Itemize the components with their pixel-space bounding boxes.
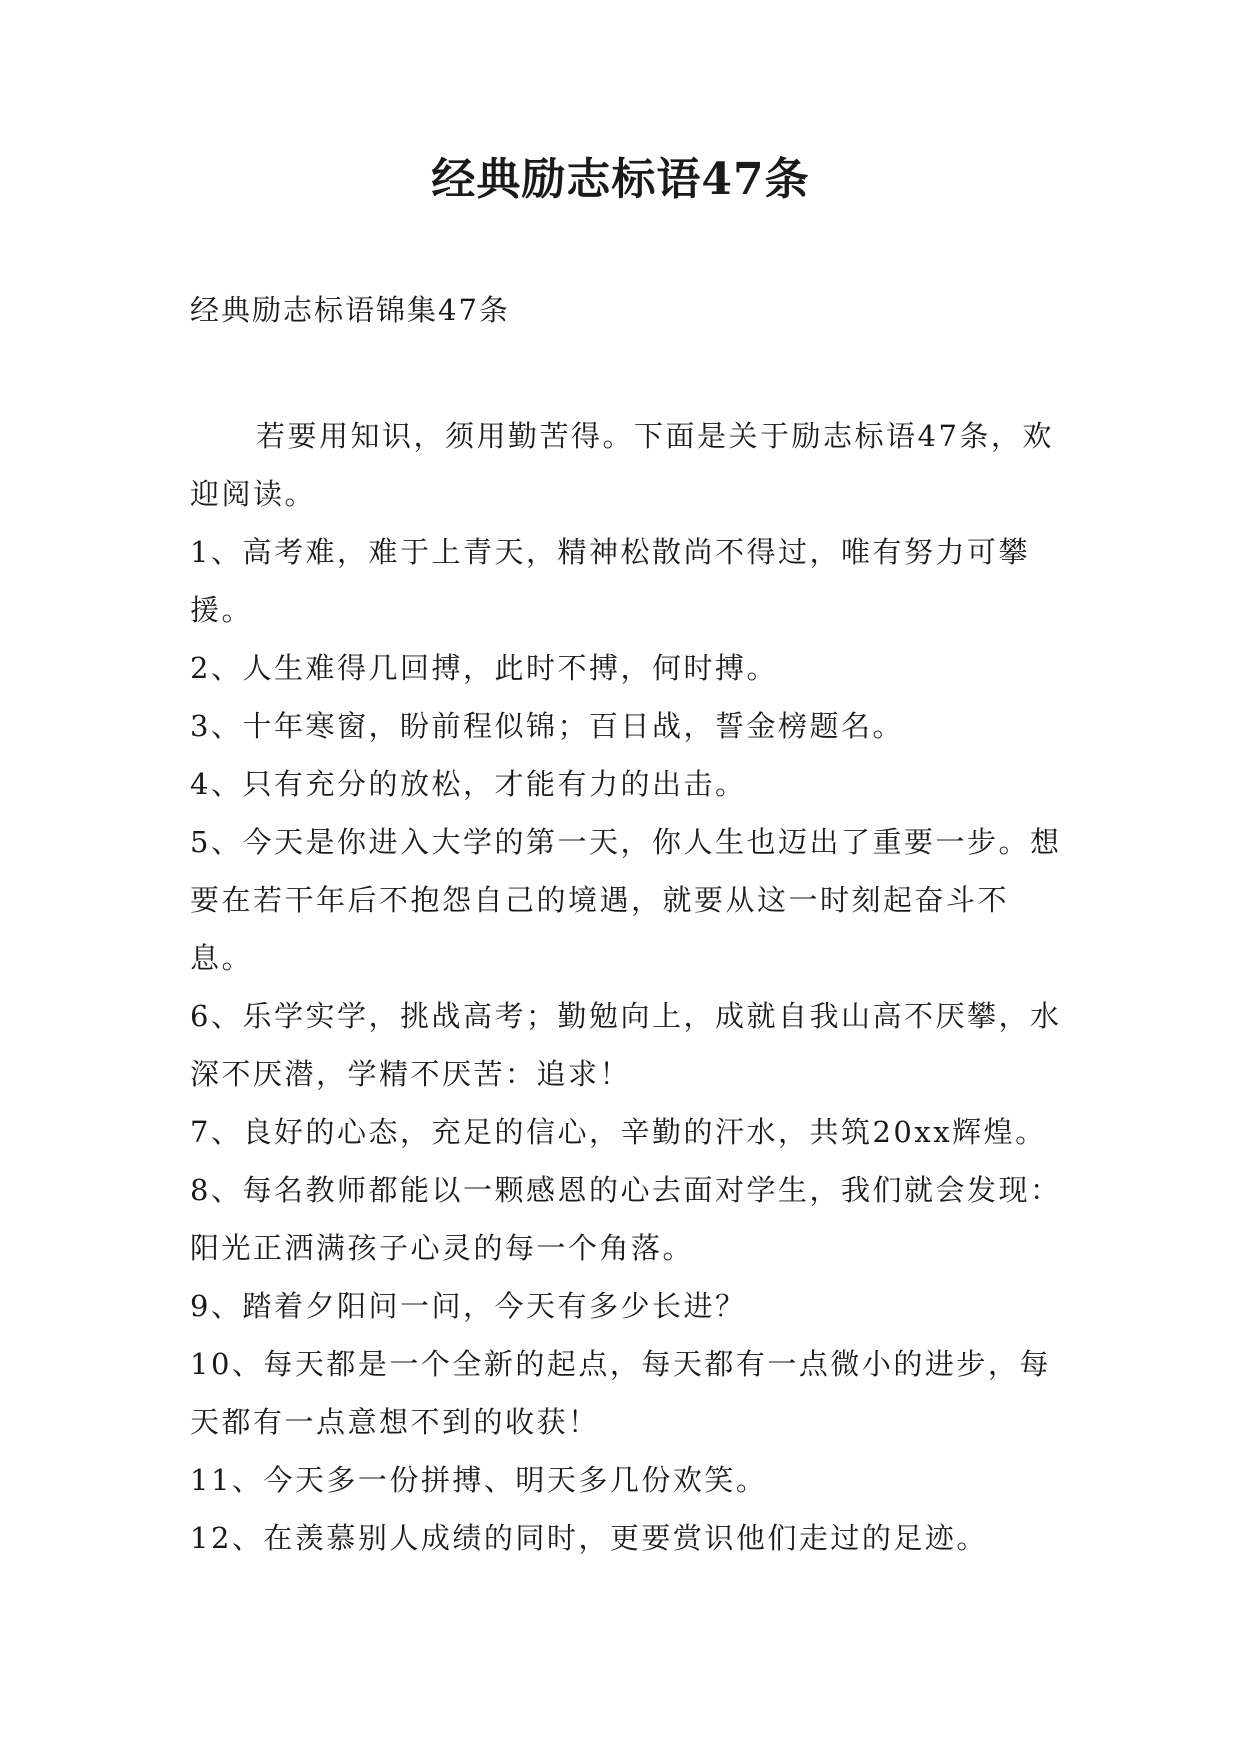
list-item: 9、踏着夕阳问一问，今天有多少长进？ — [190, 1289, 747, 1323]
list-item: 8、每名教师都能以一颗感恩的心去面对学生，我们就会发现：阳光正洒满孩子心灵的每一个角落。 — [190, 1173, 1062, 1265]
list-item: 10、每天都是一个全新的起点，每天都有一点微小的进步，每天都有一点意想不到的收获！ — [190, 1347, 1051, 1439]
list-item: 4、只有充分的放松，才能有力的出击。 — [190, 767, 747, 801]
document-subtitle: 经典励志标语锦集47条 — [190, 293, 510, 327]
document-body — [190, 407, 1070, 1567]
list-item: 5、今天是你进入大学的第一天，你人生也迈出了重要一步。想要在若干年后不抱怨自己的境遇，就要从这一时刻起奋斗不息。 — [190, 825, 1062, 975]
list-item: 6、乐学实学，挑战高考；勤勉向上，成就自我山高不厌攀，水深不厌潜，学精不厌苦：追求！ — [190, 999, 1062, 1091]
list-item: 2、人生难得几回搏，此时不搏，何时搏。 — [190, 651, 778, 685]
list-item: 12、在羡慕别人成绩的同时，更要赏识他们走过的足迹。 — [190, 1521, 988, 1555]
document-title: 经典励志标语47条 — [431, 154, 810, 205]
list-item: 11、今天多一份拼搏、明天多几份欢笑。 — [190, 1463, 768, 1497]
list-item: 7、良好的心态，充足的信心，辛勤的汗水，共筑20xx辉煌。 — [190, 1115, 1047, 1149]
list-item: 1、高考难，难于上青天，精神松散尚不得过，唯有努力可攀援。 — [190, 535, 1030, 627]
intro-paragraph: 若要用知识，须用勤苦得。下面是关于励志标语47条，欢迎阅读。 — [190, 419, 1054, 511]
list-item: 3、十年寒窗，盼前程似锦；百日战，誓金榜题名。 — [190, 709, 904, 743]
